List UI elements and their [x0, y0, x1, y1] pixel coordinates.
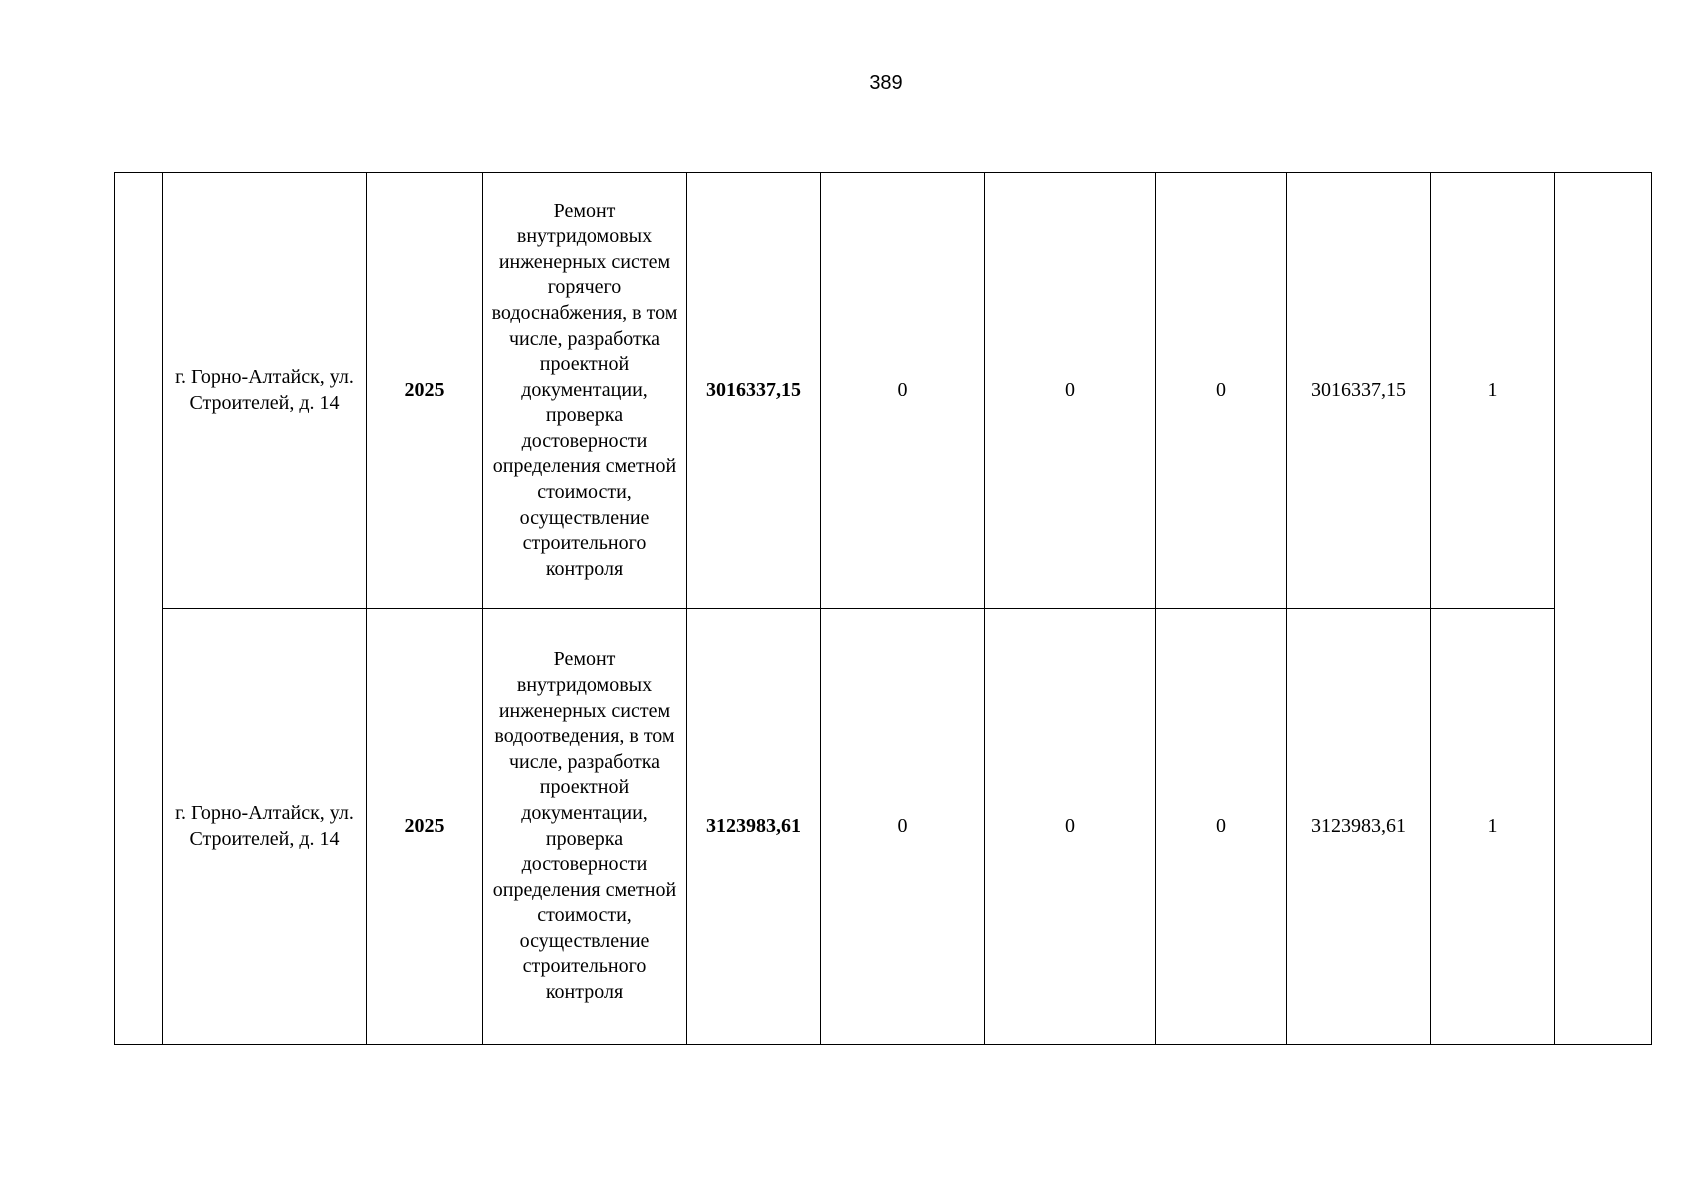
fund-cell-1: 0	[821, 609, 985, 1045]
address-cell: г. Горно-Алтайск, ул. Строителей, д. 14	[163, 609, 367, 1045]
fund-cell-3: 0	[1156, 173, 1287, 609]
work-description-cell: Ремонт внутридомовых инженерных систем водоотведения, в том числе, разработка проектной документации, проверка достоверности определения сметной стоимости, осуществление строительного контроля	[483, 609, 687, 1045]
fund-cell-4: 3016337,15	[1287, 173, 1431, 609]
total-cost-cell: 3123983,61	[687, 609, 821, 1045]
count-cell: 1	[1431, 609, 1555, 1045]
repair-table	[114, 172, 1652, 1045]
work-description-cell: Ремонт внутридомовых инженерных систем горячего водоснабжения, в том числе, разработка проектной документации, проверка достоверности определения сметной стоимости, осуществление строительного контроля	[483, 173, 687, 609]
total-cost-cell: 3016337,15	[687, 173, 821, 609]
year-cell: 2025	[367, 173, 483, 609]
fund-cell-2: 0	[985, 609, 1156, 1045]
address-cell: г. Горно-Алтайск, ул. Строителей, д. 14	[163, 173, 367, 609]
page-number: 389	[869, 72, 903, 94]
row-group-cell	[115, 173, 163, 1045]
year-cell: 2025	[367, 609, 483, 1045]
fund-cell-2: 0	[985, 173, 1156, 609]
fund-cell-1: 0	[821, 173, 985, 609]
fund-cell-4: 3123983,61	[1287, 609, 1431, 1045]
empty-last-cell	[1555, 173, 1652, 1045]
count-cell: 1	[1431, 173, 1555, 609]
table-row	[115, 173, 1652, 609]
table-row	[115, 609, 1652, 1045]
fund-cell-3: 0	[1156, 609, 1287, 1045]
